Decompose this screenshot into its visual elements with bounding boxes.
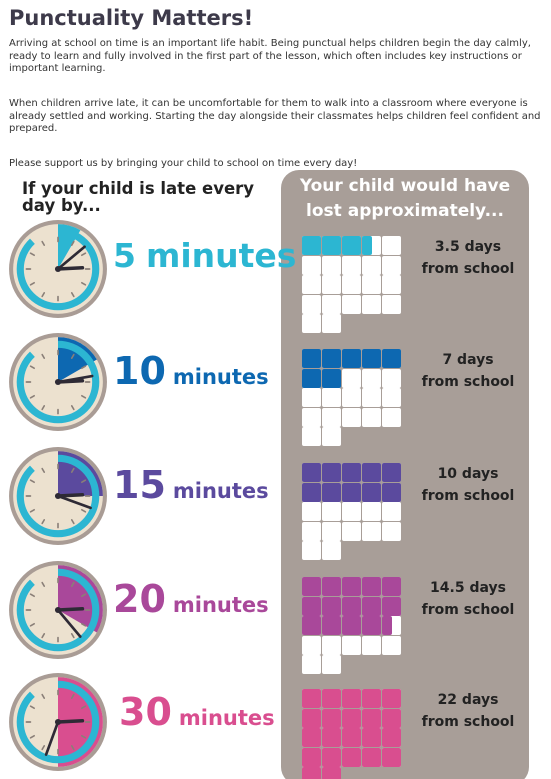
day-cell-fill [302, 577, 321, 596]
day-cell [322, 636, 341, 655]
day-cell [362, 616, 381, 635]
minutes-label [113, 463, 269, 507]
day-cell [302, 369, 321, 388]
day-cell [342, 275, 361, 294]
day-cell [362, 597, 381, 616]
day-cell [302, 728, 321, 747]
day-cell-fill [382, 577, 401, 596]
day-cell-fill [302, 597, 321, 616]
day-cell [382, 275, 401, 294]
day-cell [302, 314, 321, 333]
days-lost-suffix: from school [421, 602, 515, 618]
day-cell-fill [302, 616, 321, 635]
day-cell [342, 597, 361, 616]
day-cell-fill [322, 767, 341, 779]
day-cell [322, 616, 341, 635]
day-cell [362, 748, 381, 767]
clock-icon [7, 671, 109, 773]
day-cell [342, 689, 361, 708]
day-cell [382, 522, 401, 541]
day-cell [382, 577, 401, 596]
day-cell [362, 275, 381, 294]
day-cell [322, 388, 341, 407]
day-cell [382, 597, 401, 616]
day-cell [342, 236, 361, 255]
minutes-label [119, 690, 275, 734]
day-cell [302, 408, 321, 427]
clock-icon [7, 331, 109, 433]
day-cell-fill [302, 689, 321, 708]
day-cell-fill [382, 349, 401, 368]
day-cell [382, 463, 401, 482]
day-cell [322, 314, 341, 333]
day-cell [382, 408, 401, 427]
day-cell [382, 748, 401, 767]
day-cell [382, 369, 401, 388]
day-cell-fill [342, 709, 361, 728]
day-cell [322, 655, 341, 674]
day-cell [302, 709, 321, 728]
day-cell [322, 709, 341, 728]
days-lost-value: 22 days [437, 692, 499, 708]
day-cell [302, 483, 321, 502]
day-cell [302, 541, 321, 560]
day-cell-fill [302, 728, 321, 747]
day-cell [322, 463, 341, 482]
day-cell [382, 636, 401, 655]
day-cell [382, 388, 401, 407]
day-cell [342, 577, 361, 596]
day-cell [322, 483, 341, 502]
day-cell [302, 748, 321, 767]
day-cell [382, 502, 401, 521]
days-lost-value: 3.5 days [434, 239, 502, 255]
panel-heading: Your child would have lost approximately... [299, 176, 511, 221]
minutes-number: 15 [113, 463, 166, 507]
days-grid [302, 689, 402, 779]
day-cell [302, 388, 321, 407]
days-lost-value: 14.5 days [430, 580, 506, 596]
days-lost-stat [410, 463, 526, 507]
days-lost-stat [410, 236, 526, 280]
day-cell-fill [302, 463, 321, 482]
day-cell [362, 709, 381, 728]
day-cell-fill [362, 689, 381, 708]
day-cell-fill [342, 748, 361, 767]
day-cell [322, 541, 341, 560]
day-cell-fill [362, 577, 381, 596]
day-cell [302, 616, 321, 635]
day-cell [322, 369, 341, 388]
days-lost-stat [410, 349, 526, 393]
day-cell [342, 369, 361, 388]
day-cell [322, 427, 341, 446]
minutes-number: 10 [113, 349, 166, 393]
day-cell [322, 767, 341, 779]
day-cell [342, 295, 361, 314]
day-cell-fill [322, 597, 341, 616]
clock-icon [7, 218, 109, 320]
day-cell [322, 295, 341, 314]
day-cell-fill [322, 748, 341, 767]
days-lost-suffix: from school [421, 714, 515, 730]
day-cell-fill [382, 728, 401, 747]
day-cell [362, 349, 381, 368]
day-cell-fill [342, 577, 361, 596]
minutes-number: 5 [113, 236, 136, 275]
day-cell [302, 636, 321, 655]
support-paragraph: Please support us by bringing your child to school on time every day! [9, 158, 358, 169]
day-cell [302, 502, 321, 521]
minutes-unit: minutes [172, 365, 269, 389]
day-cell-fill [322, 349, 341, 368]
day-cell-fill [382, 689, 401, 708]
day-cell [322, 236, 341, 255]
day-cell [302, 655, 321, 674]
minutes-label [113, 349, 269, 393]
day-cell [302, 275, 321, 294]
day-cell [362, 295, 381, 314]
day-cell [342, 616, 361, 635]
day-cell [302, 522, 321, 541]
day-cell-fill [362, 463, 381, 482]
day-cell [362, 463, 381, 482]
day-cell-fill [302, 767, 321, 779]
days-grid [302, 463, 402, 561]
day-cell-fill [342, 483, 361, 502]
day-cell-fill [342, 689, 361, 708]
day-cell [322, 408, 341, 427]
day-cell [322, 349, 341, 368]
days-grid [302, 349, 402, 447]
day-cell-fill [322, 709, 341, 728]
day-cell [362, 236, 381, 255]
day-cell-fill [362, 236, 372, 255]
day-cell-fill [382, 483, 401, 502]
minutes-label [113, 236, 296, 275]
day-cell [382, 689, 401, 708]
days-lost-suffix: from school [421, 374, 515, 390]
day-cell [342, 483, 361, 502]
day-cell [382, 236, 401, 255]
day-cell [362, 577, 381, 596]
day-cell [362, 369, 381, 388]
days-grid [302, 577, 402, 675]
minutes-label [113, 577, 269, 621]
intro-paragraph: Arriving at school on time is an important life habit. Being punctual helps children begin the day calmly, ready to learn and fully involved in the first part of the lesson, which often includes key instructions or important learning. [9, 38, 531, 74]
day-cell-fill [382, 616, 392, 635]
day-cell [362, 502, 381, 521]
minutes-unit: minutes [172, 479, 269, 503]
day-cell [382, 349, 401, 368]
day-cell [302, 689, 321, 708]
day-cell-fill [302, 483, 321, 502]
day-cell [342, 256, 361, 275]
day-cell [382, 483, 401, 502]
day-cell [382, 728, 401, 747]
day-cell [342, 709, 361, 728]
day-cell [362, 483, 381, 502]
day-cell [362, 689, 381, 708]
day-cell [362, 636, 381, 655]
day-cell [322, 577, 341, 596]
day-cell [302, 597, 321, 616]
day-cell [302, 427, 321, 446]
day-cell-fill [342, 349, 361, 368]
day-cell-fill [342, 463, 361, 482]
day-cell [322, 728, 341, 747]
day-cell [342, 728, 361, 747]
days-lost-value: 7 days [442, 352, 494, 368]
minutes-unit: minutes [172, 593, 269, 617]
clock-icon [7, 559, 109, 661]
day-cell [362, 408, 381, 427]
day-cell [382, 709, 401, 728]
day-cell [342, 408, 361, 427]
day-cell [342, 502, 361, 521]
day-cell [382, 616, 401, 635]
day-cell-fill [322, 236, 341, 255]
day-cell [382, 256, 401, 275]
day-cell [302, 767, 321, 779]
clock-icon [7, 445, 109, 547]
day-cell-fill [362, 616, 381, 635]
day-cell-fill [322, 689, 341, 708]
day-cell [342, 463, 361, 482]
day-cell-fill [302, 748, 321, 767]
day-cell [322, 522, 341, 541]
day-cell-fill [362, 597, 381, 616]
day-cell [302, 256, 321, 275]
day-cell [382, 295, 401, 314]
days-lost-suffix: from school [421, 261, 515, 277]
day-cell [342, 522, 361, 541]
day-cell-fill [302, 349, 321, 368]
day-cell-fill [322, 577, 341, 596]
days-lost-stat [410, 577, 526, 621]
day-cell [302, 349, 321, 368]
day-cell [342, 349, 361, 368]
day-cell-fill [302, 236, 321, 255]
days-lost-suffix: from school [421, 488, 515, 504]
day-cell [342, 636, 361, 655]
day-cell-fill [382, 463, 401, 482]
minutes-number: 20 [113, 577, 166, 621]
day-cell [322, 748, 341, 767]
day-cell-fill [342, 728, 361, 747]
day-cell [322, 256, 341, 275]
page-title: Punctuality Matters! [9, 6, 254, 30]
day-cell [322, 275, 341, 294]
day-cell [322, 689, 341, 708]
minutes-unit: minutes [145, 236, 297, 275]
day-cell-fill [362, 709, 381, 728]
day-cell-fill [362, 748, 381, 767]
day-cell [302, 236, 321, 255]
day-cell [362, 388, 381, 407]
lateness-paragraph: When children arrive late, it can be uncomfortable for them to walk into a classroom where everyone is already settled and working. Starting the day alongside their classmates helps children feel confident and prepared. [9, 98, 541, 134]
day-cell-fill [362, 483, 381, 502]
day-cell-fill [322, 463, 341, 482]
days-lost-value: 10 days [437, 466, 499, 482]
minutes-number: 30 [119, 690, 172, 734]
day-cell [322, 502, 341, 521]
day-cell-fill [362, 728, 381, 747]
day-cell-fill [322, 483, 341, 502]
day-cell-fill [322, 616, 341, 635]
day-cell [322, 597, 341, 616]
day-cell-fill [382, 709, 401, 728]
day-cell [362, 728, 381, 747]
day-cell [302, 295, 321, 314]
day-cell [342, 748, 361, 767]
day-cell [362, 522, 381, 541]
day-cell [362, 256, 381, 275]
minutes-unit: minutes [178, 706, 275, 730]
late-heading: If your child is late every day by... [22, 179, 255, 215]
day-cell [342, 388, 361, 407]
day-cell-fill [342, 616, 361, 635]
day-cell-fill [302, 709, 321, 728]
day-cell-fill [322, 369, 341, 388]
days-lost-stat [410, 689, 526, 733]
days-grid [302, 236, 402, 334]
day-cell-fill [342, 236, 361, 255]
day-cell [302, 577, 321, 596]
day-cell-fill [322, 728, 341, 747]
day-cell [302, 463, 321, 482]
day-cell-fill [302, 369, 321, 388]
day-cell-fill [382, 748, 401, 767]
day-cell-fill [362, 349, 381, 368]
day-cell-fill [342, 597, 361, 616]
day-cell-fill [382, 597, 401, 616]
